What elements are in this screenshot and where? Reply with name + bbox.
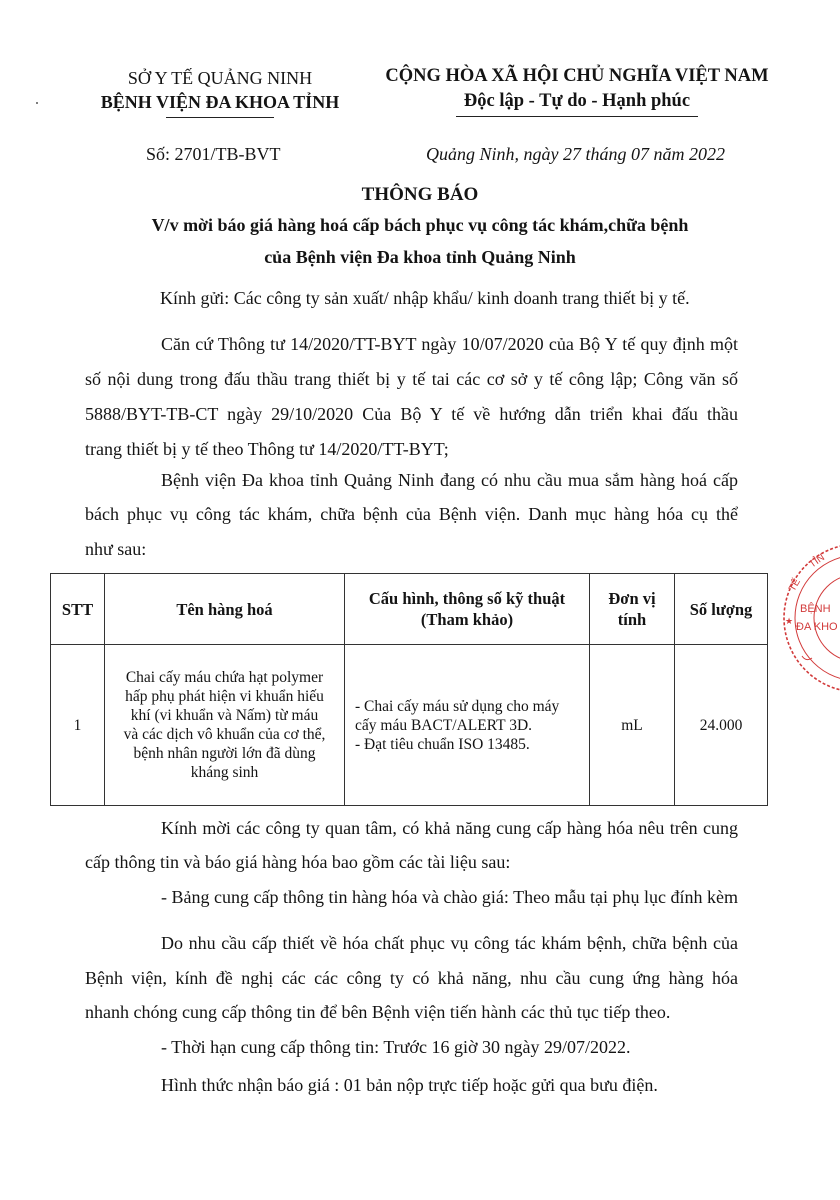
- header-quantity: Số lượng: [675, 574, 768, 645]
- org-hospital: BỆNH VIỆN ĐA KHOA TỈNH: [100, 92, 340, 112]
- national-motto: Độc lập - Tự do - Hạnh phúc: [463, 91, 691, 111]
- item-name-line: kháng sinh: [190, 764, 259, 781]
- submission-method: Hình thức nhận báo giá : 01 bản nộp trực tiếp hoặc gửi qua bưu điện.: [161, 1075, 658, 1095]
- spec-line: - Đạt tiêu chuẩn ISO 13485.: [355, 735, 530, 753]
- required-document-item: - Bảng cung cấp thông tin hàng hóa và chào giá: Theo mẫu tại phụ lục đính kèm: [161, 887, 739, 907]
- svg-text:BỆNH: BỆNH: [800, 603, 831, 615]
- document-subject-line2: của Bệnh viện Đa khoa tỉnh Quảng Ninh: [264, 247, 576, 267]
- urgency-line-1: Do nhu cầu cấp thiết về hóa chất phục vụ công tác khám bệnh, chữa bệnh của: [161, 933, 738, 953]
- cell-unit: mL: [590, 645, 675, 806]
- cell-quantity: 24.000: [675, 645, 768, 806]
- spec-line: - Chai cấy máu sử dụng cho máy: [355, 697, 560, 715]
- header-unit-line2: tính: [617, 610, 647, 629]
- header-stt: STT: [51, 574, 105, 645]
- header-spec-line2: (Tham khảo): [420, 610, 514, 629]
- motto-underline: [456, 116, 698, 117]
- need-line-3: như sau:: [85, 539, 147, 559]
- item-name-line: hấp phụ phát hiện vi khuẩn hiếu: [125, 688, 324, 705]
- spec-line: cấy máu BACT/ALERT 3D.: [355, 716, 533, 734]
- need-line-2: bách phục vụ công tác khám, chữa bệnh của Bệnh viện. Danh mục hàng hóa cụ thể: [85, 504, 738, 524]
- item-name-line: Chai cấy máu chứa hạt polymer: [125, 669, 324, 686]
- document-number: Số: 2701/TB-BVT: [146, 144, 281, 164]
- svg-text:★: ★: [785, 616, 794, 626]
- urgency-line-2: Bệnh viện, kính đề nghị các các công ty có khả năng, nhu cầu cung ứng hàng hóa: [85, 968, 738, 988]
- basis-line-2: số nội dung trong đấu thầu trang thiết bị y tế tai các cơ sở y tế công lập; Công văn số: [85, 369, 738, 389]
- cell-stt: 1: [51, 645, 105, 806]
- svg-text:ĐA KHO: ĐA KHO: [796, 621, 838, 633]
- invite-line-1: Kính mời các công ty quan tâm, có khả năng cung cấp hàng hóa nêu trên cung: [161, 818, 738, 838]
- header-unit-line1: Đơn vị: [608, 589, 656, 608]
- svg-text:TẾ: TẾ: [787, 576, 803, 594]
- header-unit: [590, 574, 675, 645]
- svg-text:TỈN: TỈN: [807, 552, 827, 571]
- seal-graphic: [772, 538, 840, 698]
- greeting: Kính gửi: Các công ty sản xuất/ nhập khẩu/ kinh doanh trang thiết bị y tế.: [160, 288, 690, 308]
- item-name-line: và các dịch vô khuẩn của cơ thể,: [123, 726, 326, 743]
- item-name-line: bệnh nhân người lớn đã dùng: [133, 745, 316, 762]
- country-name: CỘNG HÒA XÃ HỘI CHỦ NGHĨA VIỆT NAM: [385, 66, 769, 86]
- need-line-1: Bệnh viện Đa khoa tỉnh Quảng Ninh đang có nhu cầu mua sắm hàng hoá cấp: [161, 470, 738, 490]
- item-name-line: khí (vi khuẩn và Nấm) từ máu: [130, 707, 319, 724]
- basis-line-1: Căn cứ Thông tư 14/2020/TT-BYT ngày 10/07/2020 của Bộ Y tế quy định một: [161, 334, 738, 354]
- table-row: [51, 645, 768, 806]
- header-spec: [345, 574, 590, 645]
- cell-item-name: [105, 645, 345, 806]
- red-seal-stamp: [772, 538, 840, 698]
- header-spec-line1: Cấu hình, thông số kỹ thuật: [368, 589, 566, 608]
- document-date: Quảng Ninh, ngày 27 tháng 07 năm 2022: [426, 144, 725, 164]
- urgency-line-3: nhanh chóng cung cấp thông tin để bên Bệnh viện tiến hành các thủ tục tiếp theo.: [85, 1002, 671, 1022]
- org-underline: [166, 117, 274, 118]
- invite-line-2: cấp thông tin và báo giá hàng hóa bao gồm các tài liệu sau:: [85, 852, 511, 872]
- table-header-row: [51, 574, 768, 645]
- basis-line-3: 5888/BYT-TB-CT ngày 29/10/2020 Của Bộ Y tế về hướng dẫn triển khai đấu thầu: [85, 404, 738, 424]
- scan-speck: [36, 102, 38, 104]
- org-department: SỞ Y TẾ QUẢNG NINH: [127, 68, 313, 88]
- goods-table: [50, 573, 768, 806]
- national-header: [372, 64, 782, 117]
- document-subject-line1: V/v mời báo giá hàng hoá cấp bách phục vụ công tác khám,chữa bệnh: [151, 215, 689, 235]
- document-title: THÔNG BÁO: [361, 184, 479, 205]
- deadline: - Thời hạn cung cấp thông tin: Trước 16 giờ 30 ngày 29/07/2022.: [161, 1037, 631, 1057]
- header-item-name: Tên hàng hoá: [105, 574, 345, 645]
- basis-line-4: trang thiết bị y tế theo Thông tư 14/2020/TT-BYT;: [85, 439, 449, 459]
- issuing-organization: [40, 66, 400, 118]
- cell-spec: [345, 645, 590, 806]
